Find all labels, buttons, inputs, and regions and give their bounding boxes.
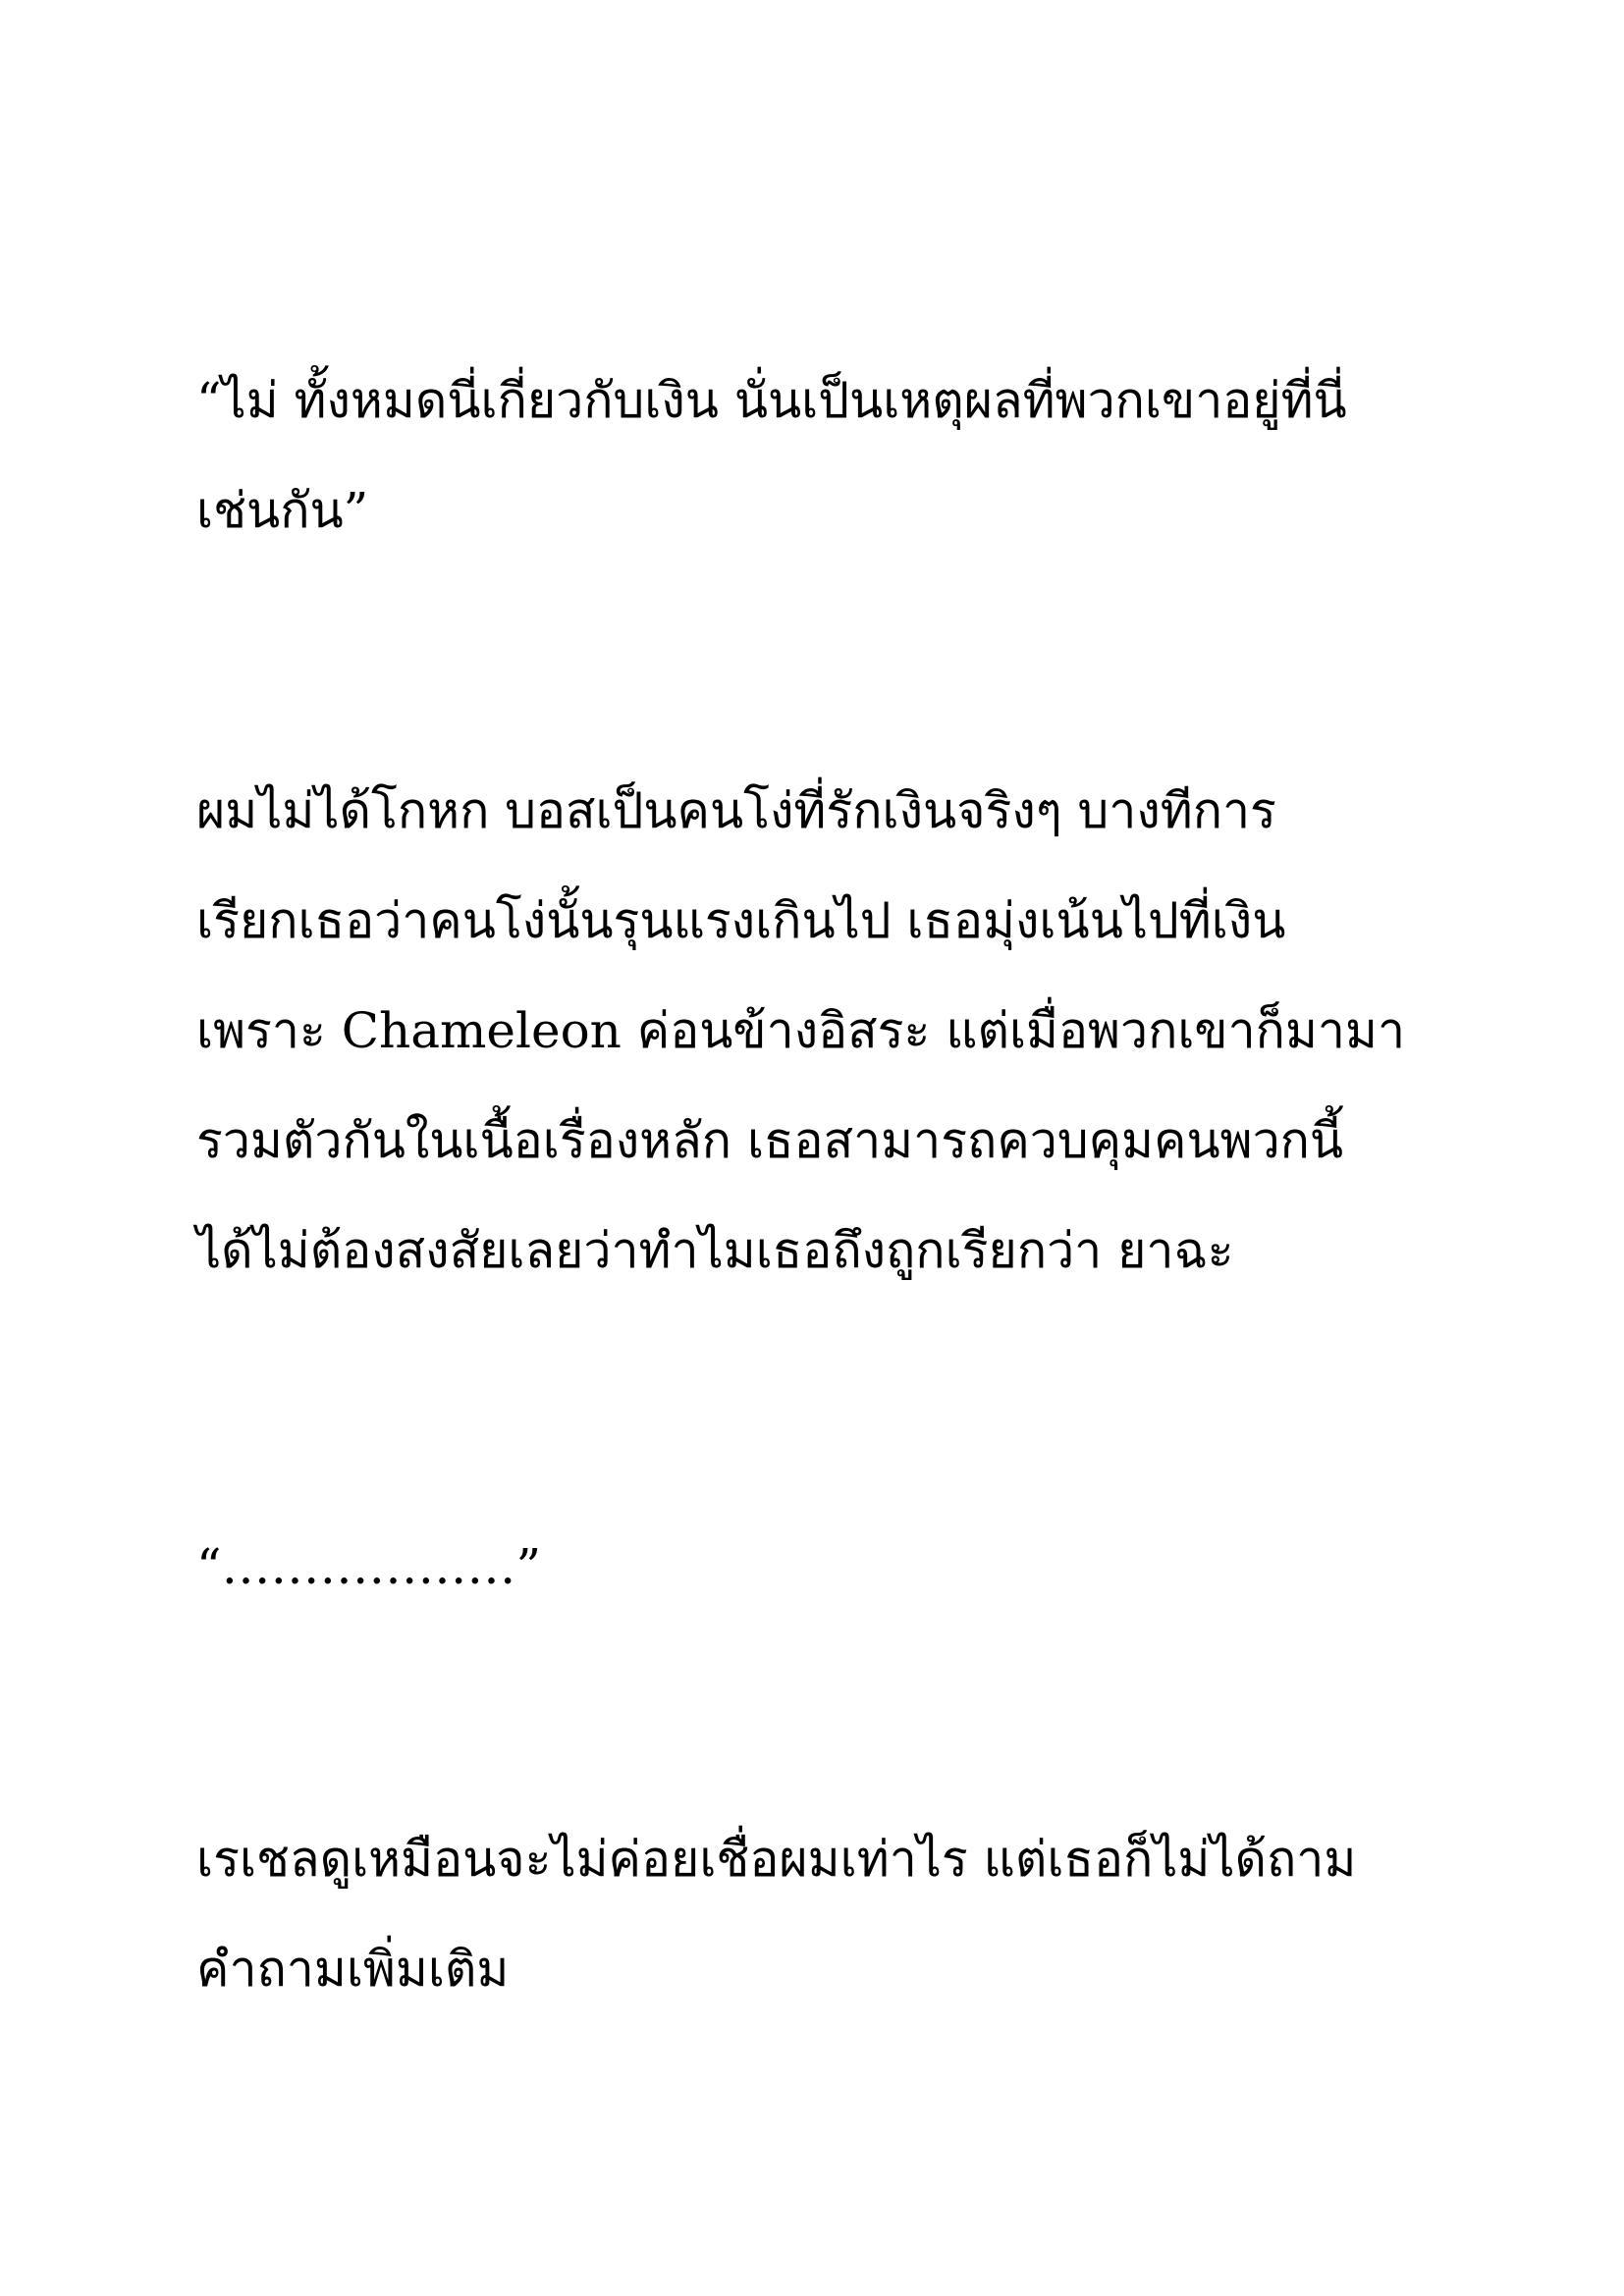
text-line: ผมไม่ได้โกหก บอสเป็นคนโง่ที่รักเงินจริงๆ บางทีการ — [196, 782, 1276, 839]
paragraph-dialogue-money — [196, 346, 1453, 565]
text-line: “ไม่ ทั้งหมดนี่เกี่ยวกับเงิน นั่นเป็นเหตุผลที่พวกเขาอยู่ที่นี่ — [196, 372, 1347, 429]
text-line: เพราะ Chameleon ค่อนข้างอิสระ แต่เมื่อพวกเขาก็มามา — [196, 1002, 1406, 1059]
text-line: เรเชลดูเหมือนจะไม่ค่อยเชื่อผมเท่าไร แต่เธอก็ไม่ได้ถาม — [196, 1831, 1357, 1888]
text-line: เรียกเธอว่าคนโง่นั้นรุนแรงเกินไป เธอมุ่งเน้นไปที่เงิน — [196, 892, 1286, 949]
paragraph-narration-rachel — [196, 1804, 1453, 2024]
text-line: รวมตัวกันในเนื้อเรื่องหลัก เธอสามารถควบคุมคนพวกนี้ — [196, 1112, 1344, 1169]
paragraph-ellipsis-dialogue — [196, 1512, 1453, 1622]
paragraph-narration-boss — [196, 756, 1453, 1306]
text-line: เช่นกัน” — [196, 482, 369, 539]
text-line: คำถามเพิ่มเติม — [196, 1941, 510, 1998]
text-line: “………………” — [196, 1538, 542, 1595]
text-line: ได้ไม่ต้องสงสัยเลยว่าทำไมเธอถึงถูกเรียกว่า ยาฉะ — [196, 1222, 1234, 1279]
